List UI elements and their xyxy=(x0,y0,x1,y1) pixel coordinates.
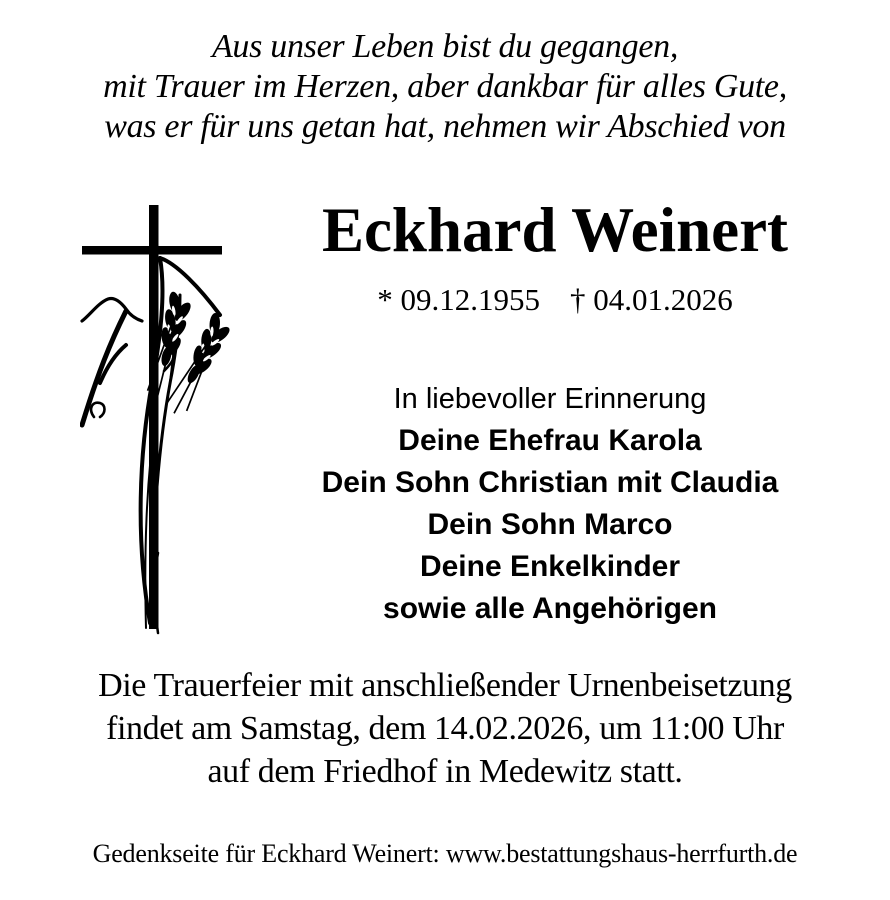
memorial-website-line: Gedenkseite für Eckhard Weinert: www.bestattungshaus-herrfurth.de xyxy=(92,839,798,868)
deceased-name: Eckhard Weinert xyxy=(321,195,789,265)
mourner-line-3: Dein Sohn Marco xyxy=(427,508,673,541)
birth-date: * 09.12.1955 xyxy=(377,282,540,317)
intro-line-1: Aus unser Leben bist du gegangen, xyxy=(211,28,679,65)
funeral-details xyxy=(0,664,890,793)
funeral-line-2: findet am Samstag, dem 14.02.2026, um 11:00 Uhr xyxy=(106,710,784,747)
life-dates xyxy=(255,281,855,319)
intro-line-3: was er für uns getan hat, nehmen wir Abschied von xyxy=(104,108,786,145)
mourner-line-4: Deine Enkelkinder xyxy=(419,550,681,583)
death-date: † 04.01.2026 xyxy=(570,282,733,317)
funeral-line-3: auf dem Friedhof in Medewitz statt. xyxy=(207,753,683,790)
cross-with-wheat-icon xyxy=(80,203,255,638)
memorial-heading: In liebevoller Erinnerung xyxy=(393,383,707,415)
memorial-block xyxy=(250,378,850,630)
mourner-line-2: Dein Sohn Christian mit Claudia xyxy=(321,466,779,499)
funeral-line-1: Die Trauerfeier mit anschließender Urnenbeisetzung xyxy=(98,667,792,704)
intro-line-2: mit Trauer im Herzen, aber dankbar für alles Gute, xyxy=(103,68,787,105)
intro-verse xyxy=(0,27,890,147)
mourner-line-1: Deine Ehefrau Karola xyxy=(398,424,702,457)
mourner-line-5: sowie alle Angehörigen xyxy=(383,592,717,625)
